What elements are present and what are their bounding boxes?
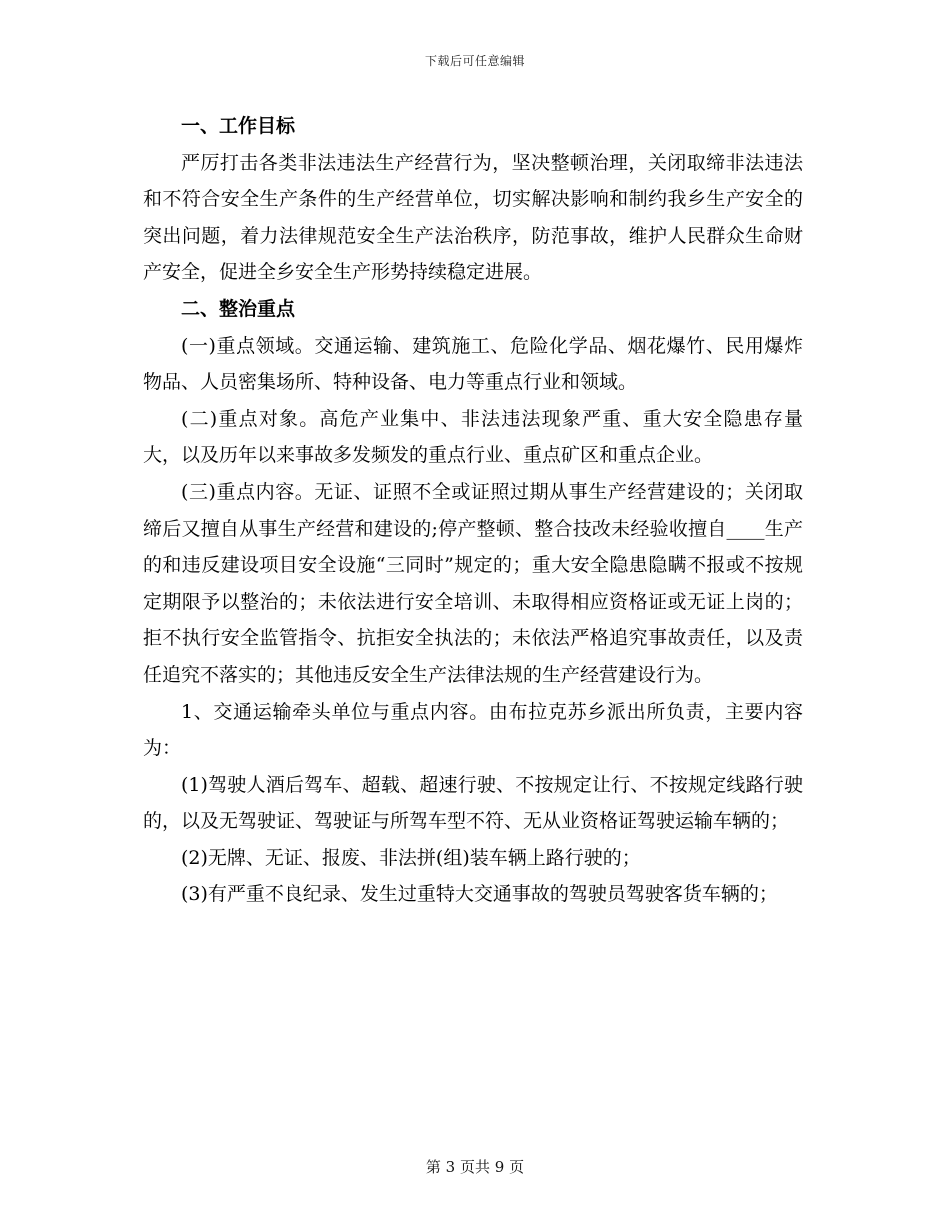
- paragraph-transport-lead: 1、交通运输牵头单位与重点内容。由布拉克苏乡派出所负责，主要内容为：: [143, 700, 803, 760]
- paragraph-focus-areas: (一)重点领域。交通运输、建筑施工、危险化学品、烟花爆竹、民用爆炸物品、人员密集场所、特种设备、电力等重点行业和领域。: [143, 334, 803, 394]
- section-heading-goals: 一、工作目标: [181, 115, 296, 137]
- page-number: 第 3 页共 9 页: [425, 1158, 525, 1176]
- paragraph-focus-content: (三)重点内容。无证、证照不全或证照过期从事生产经营建设的；关闭取缔后又擅自从事生产经营和建设的;停产整顿、整合技改未经验收擅自____生产的和违反建设项目安全设施“三同时”规定的；重大安全隐患隐瞒不报或不按规定期限予以整治的；未依法进行安全培训、未取得相应资格证或无证上岗的；拒不执行安全监管指令、抗拒安全执法的；未依法严格追究事故责任，以及责任追究不落实的；其他违反安全生产法律法规的生产经营建设行为。: [143, 480, 803, 686]
- paragraph-goals: 严厉打击各类非法违法生产经营行为，坚决整顿治理，关闭取缔非法违法和不符合安全生产条件的生产经营单位，切实解决影响和制约我乡生产安全的突出问题，着力法律规范安全生产法治秩序，防范事故，维护人民群众生命财产安全，促进全乡安全生产形势持续稳定进展。: [143, 151, 803, 284]
- paragraph-item-1: (1)驾驶人酒后驾车、超载、超速行驶、不按规定让行、不按规定线路行驶的，以及无驾驶证、驾驶证与所驾车型不符、无从业资格证驾驶运输车辆的；: [143, 773, 803, 833]
- document-body: [143, 108, 803, 913]
- section-heading-focus: 二、整治重点: [181, 297, 296, 320]
- paragraph-focus-targets: (二)重点对象。高危产业集中、非法违法现象严重、重大安全隐患存量大，以及历年以来事故多发频发的重点行业、重点矿区和重点企业。: [143, 407, 803, 467]
- paragraph-item-3: (3)有严重不良纪录、发生过重特大交通事故的驾驶员驾驶客货车辆的；: [181, 883, 778, 906]
- page-header-note: 下载后可任意编辑: [424, 54, 525, 68]
- paragraph-item-2: (2)无牌、无证、报废、非法拼(组)装车辆上路行驶的；: [181, 846, 641, 869]
